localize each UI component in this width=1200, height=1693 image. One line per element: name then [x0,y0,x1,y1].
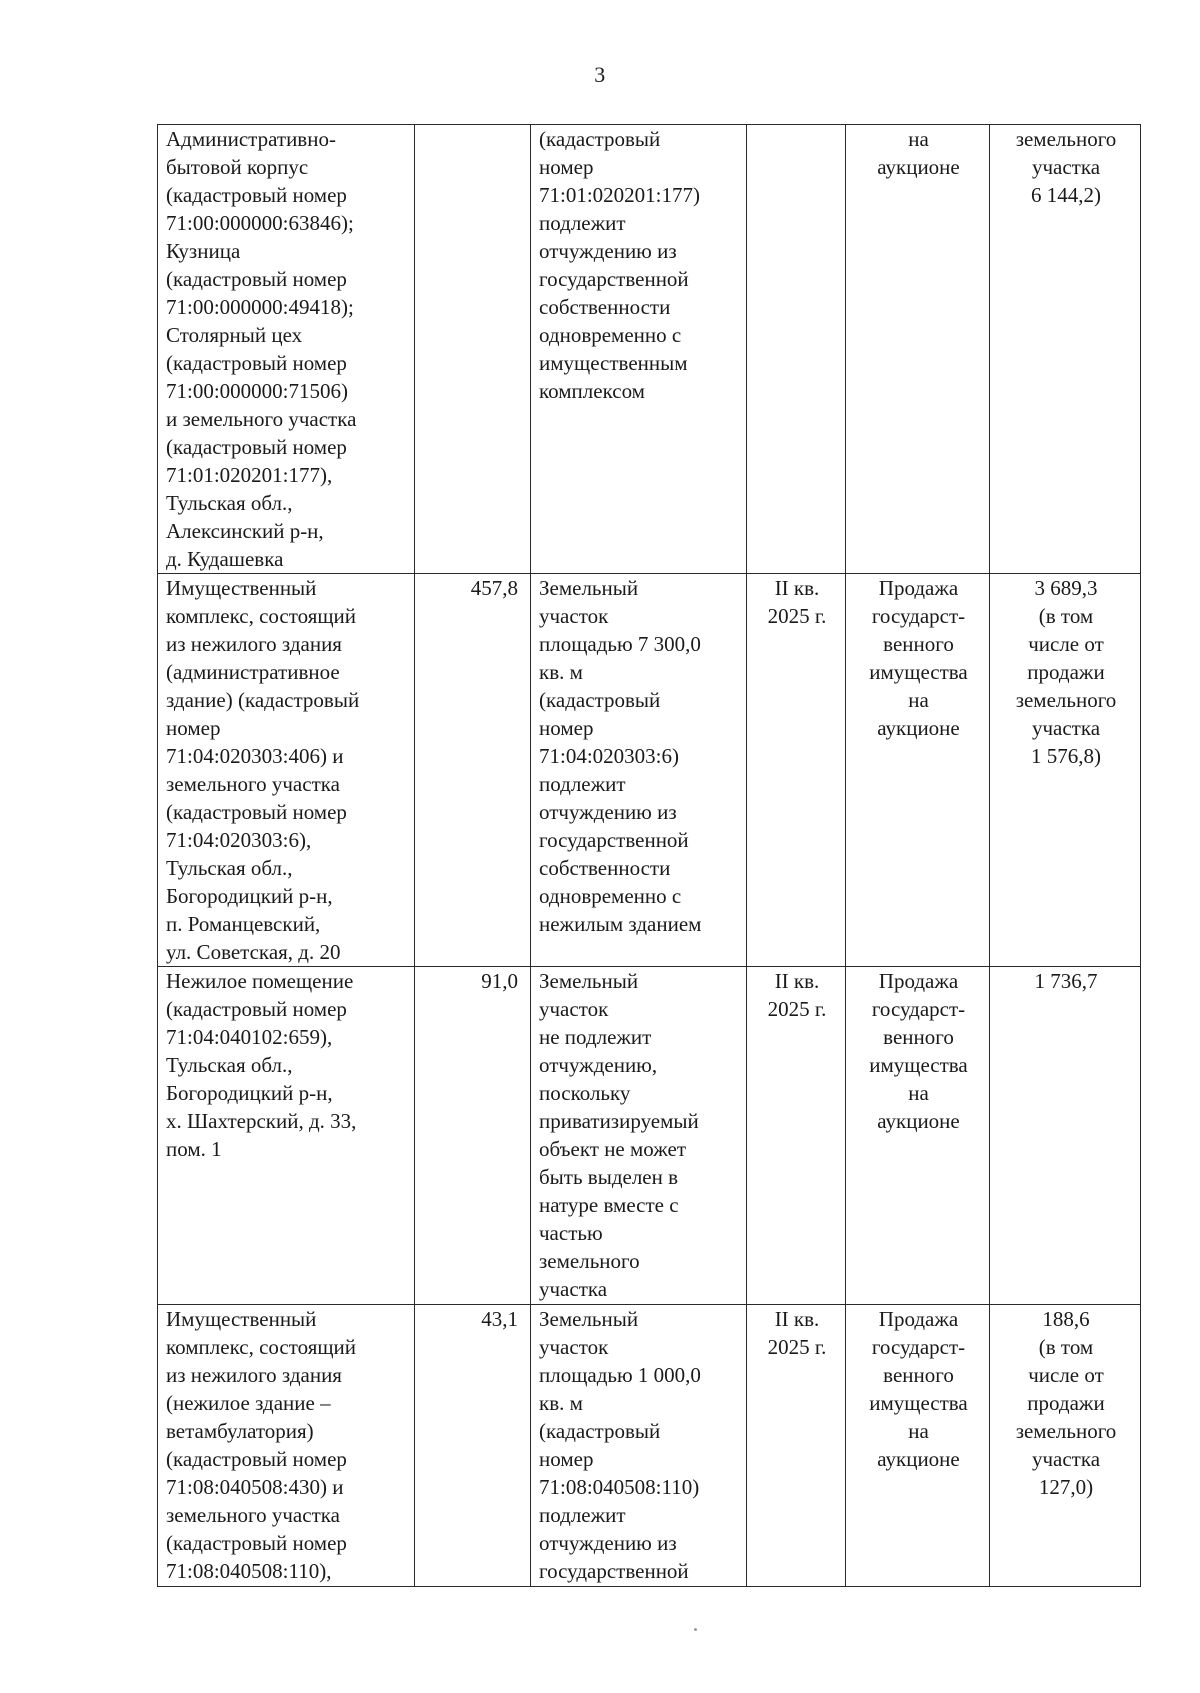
area-cell: 43,1 [415,1305,531,1587]
land-plot-cell: (кадастровый номер 71:01:020201:177) подлежит отчуждению из государственной собственности одновременно с имущественным комплексом [531,125,747,574]
term-cell [747,125,846,574]
term-cell: II кв. 2025 г. [747,967,846,1305]
table-row [158,967,1141,1305]
object-name-cell: Имущественный комплекс, состоящий из нежилого здания (административное здание) (кадастровый номер 71:04:020303:406) и земельного участка (кадастровый номер 71:04:020303:6), Тульская обл., Богородицкий р-н, п. Романцевский, ул. Советская, д. 20 [158,574,415,967]
object-name-cell: Нежилое помещение (кадастровый номер 71:04:040102:659), Тульская обл., Богородицкий р-н, х. Шахтерский, д. 33, пом. 1 [158,967,415,1305]
income-cell: 3 689,3 (в том числе от продажи земельного участка 1 576,8) [990,574,1141,967]
privatization-table [157,124,1141,1587]
method-cell: на аукционе [846,125,990,574]
area-cell [415,125,531,574]
income-cell: 1 736,7 [990,967,1141,1305]
income-cell: 188,6 (в том числе от продажи земельного участка 127,0) [990,1305,1141,1587]
land-plot-cell: Земельный участок не подлежит отчуждению, поскольку приватизируемый объект не может быть выделен в натуре вместе с частью земельного участка [531,967,747,1305]
term-cell: II кв. 2025 г. [747,574,846,967]
scan-artifact-dot [694,1628,697,1631]
method-cell: Продажа государст- венного имущества на аукционе [846,1305,990,1587]
area-cell: 91,0 [415,967,531,1305]
term-cell: II кв. 2025 г. [747,1305,846,1587]
method-cell: Продажа государст- венного имущества на аукционе [846,574,990,967]
income-cell: земельного участка 6 144,2) [990,125,1141,574]
table-row [158,125,1141,574]
land-plot-cell: Земельный участок площадью 7 300,0 кв. м (кадастровый номер 71:04:020303:6) подлежит отчуждению из государственной собственности одновременно с нежилым зданием [531,574,747,967]
object-name-cell: Имущественный комплекс, состоящий из нежилого здания (нежилое здание – ветамбулатория) (кадастровый номер 71:08:040508:430) и земельного участка (кадастровый номер 71:08:040508:110), [158,1305,415,1587]
land-plot-cell: Земельный участок площадью 1 000,0 кв. м (кадастровый номер 71:08:040508:110) подлежит отчуждению из государственной [531,1305,747,1587]
object-name-cell: Административно- бытовой корпус (кадастровый номер 71:00:000000:63846); Кузница (кадастровый номер 71:00:000000:49418); Столярный цех (кадастровый номер 71:00:000000:71506) и земельного участка (кадастровый номер 71:01:020201:177), Тульская обл., Алексинский р-н, д. Кудашевка [158,125,415,574]
table-row [158,574,1141,967]
page-number: 3 [594,62,606,87]
area-cell: 457,8 [415,574,531,967]
table-row [158,1305,1141,1587]
method-cell: Продажа государст- венного имущества на аукционе [846,967,990,1305]
